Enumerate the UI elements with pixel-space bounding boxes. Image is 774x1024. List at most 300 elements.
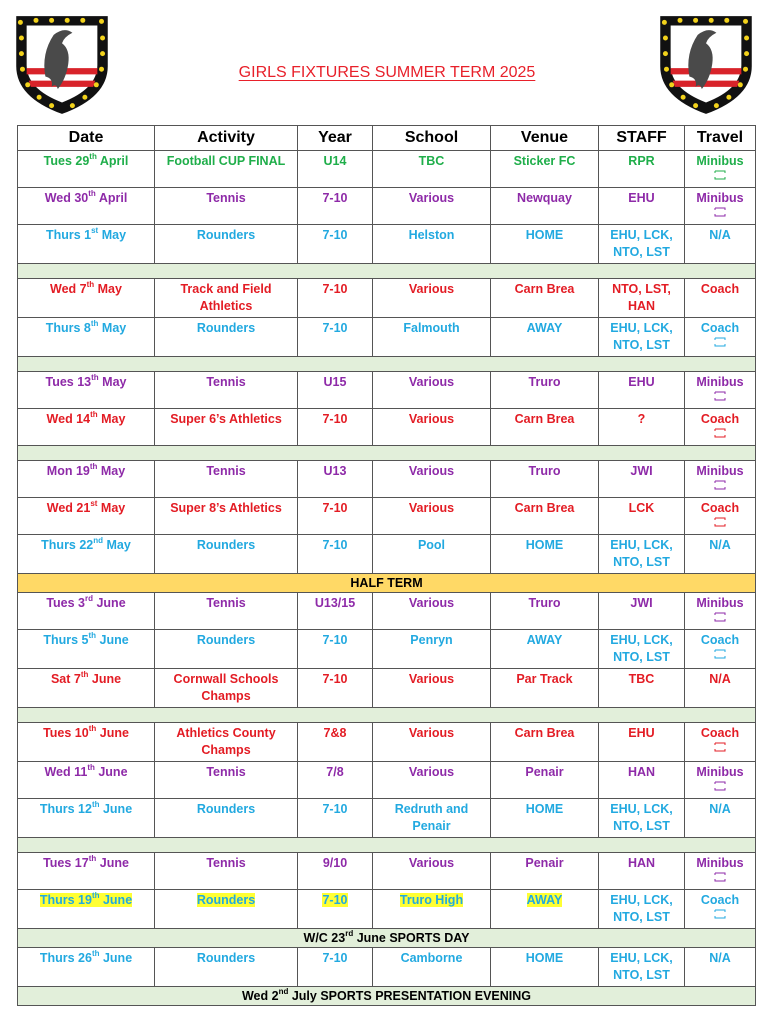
date-month: June — [96, 633, 129, 647]
venue-cell — [491, 890, 599, 929]
fixture-body — [18, 151, 756, 1006]
date-text — [44, 762, 128, 779]
activity-cell — [155, 225, 298, 264]
venue-cell-text: Carn Brea — [514, 412, 575, 426]
staff-cell-text: EHU, LCK, NTO, LST — [610, 538, 673, 569]
date-day: Tues 3 — [46, 596, 85, 610]
venue-cell-text: HOME — [525, 538, 564, 552]
event-banner-row — [18, 987, 756, 1006]
travel-cell — [685, 372, 756, 409]
travel-text: Coach — [700, 633, 740, 647]
travel-cell — [685, 461, 756, 498]
date-month: June — [99, 893, 133, 907]
date-text — [45, 372, 127, 389]
date-cell — [18, 409, 155, 446]
ordinal-suffix: th — [88, 853, 97, 863]
school-cell — [373, 188, 491, 225]
event-banner-row — [18, 929, 756, 948]
travel-cell — [685, 498, 756, 535]
staff-cell — [599, 853, 685, 890]
bus-icon — [687, 337, 753, 349]
half-term-row — [18, 574, 756, 593]
ordinal-suffix: nd — [93, 535, 104, 545]
travel-text: N/A — [709, 228, 731, 242]
date-text — [39, 948, 133, 965]
year-cell — [298, 318, 373, 357]
staff-cell — [599, 799, 685, 838]
ordinal-suffix: th — [90, 409, 98, 419]
travel-cell — [685, 762, 756, 799]
year-cell — [298, 723, 373, 762]
date-month: April — [95, 191, 128, 205]
school-cell-text: Various — [408, 672, 455, 686]
venue-cell-text: Carn Brea — [514, 282, 575, 296]
travel-text: Minibus — [696, 765, 744, 779]
fixture-row — [18, 630, 756, 669]
fixture-row — [18, 409, 756, 446]
date-text — [50, 669, 122, 686]
year-cell-text: 7/8 — [326, 765, 344, 779]
school-cell-text: Various — [408, 765, 455, 779]
date-cell — [18, 853, 155, 890]
ordinal-suffix: th — [80, 669, 89, 679]
fixture-row — [18, 762, 756, 799]
venue-cell — [491, 318, 599, 357]
ordinal-suffix: th — [88, 188, 96, 198]
staff-cell-text: EHU — [628, 191, 655, 205]
school-cell — [373, 461, 491, 498]
travel-cell — [685, 188, 756, 225]
staff-cell-text: EHU, LCK, NTO, LST — [610, 321, 673, 352]
date-cell — [18, 372, 155, 409]
date-text — [44, 188, 128, 205]
activity-cell — [155, 853, 298, 890]
separator-cell — [18, 446, 756, 461]
header-year: Year — [298, 126, 373, 151]
travel-cell — [685, 890, 756, 929]
school-cell — [373, 799, 491, 838]
date-cell — [18, 799, 155, 838]
activity-cell — [155, 762, 298, 799]
date-day: Thurs 1 — [45, 228, 92, 242]
travel-cell — [685, 799, 756, 838]
year-cell-text: 7-10 — [322, 412, 348, 426]
year-cell — [298, 593, 373, 630]
year-cell — [298, 890, 373, 929]
date-cell — [18, 723, 155, 762]
activity-cell — [155, 461, 298, 498]
date-day: Wed 7 — [50, 282, 87, 296]
staff-cell-text: EHU — [628, 375, 655, 389]
staff-cell-text: HAN — [627, 765, 656, 779]
date-cell — [18, 948, 155, 987]
year-cell — [298, 669, 373, 708]
activity-cell-text: Super 6’s Athletics — [170, 412, 282, 426]
staff-cell — [599, 409, 685, 446]
staff-cell — [599, 279, 685, 318]
staff-cell — [599, 669, 685, 708]
school-cell-text: Various — [408, 375, 455, 389]
staff-cell — [599, 535, 685, 574]
fixture-row — [18, 151, 756, 188]
year-cell-text: 7-10 — [322, 538, 348, 552]
year-cell-text: 7-10 — [322, 228, 348, 242]
activity-cell-text: Rounders — [196, 633, 256, 647]
date-month: April — [96, 154, 129, 168]
fixture-row — [18, 853, 756, 890]
travel-text: Minibus — [696, 464, 744, 478]
year-cell-text: U15 — [323, 375, 347, 389]
travel-text: N/A — [709, 951, 731, 965]
venue-cell — [491, 799, 599, 838]
travel-cell — [685, 630, 756, 669]
school-cell-text: Various — [408, 596, 455, 610]
year-cell — [298, 762, 373, 799]
activity-cell-text: Tennis — [206, 191, 246, 205]
school-cell-text: Various — [408, 856, 455, 870]
school-cell — [373, 593, 491, 630]
date-day: Wed 14 — [46, 412, 91, 426]
fixture-row — [18, 669, 756, 708]
staff-cell — [599, 498, 685, 535]
year-cell — [298, 853, 373, 890]
activity-cell-text: Cornwall Schools Champs — [173, 672, 279, 703]
school-cell — [373, 151, 491, 188]
venue-cell-text: Par Track — [516, 672, 573, 686]
school-cell-text: Truro High — [399, 893, 464, 907]
activity-cell-text: Athletics County Champs — [176, 726, 276, 757]
staff-cell — [599, 630, 685, 669]
ordinal-suffix: th — [91, 799, 100, 809]
travel-cell — [685, 318, 756, 357]
activity-cell — [155, 799, 298, 838]
school-cell — [373, 669, 491, 708]
date-day: Tues 13 — [45, 375, 92, 389]
staff-cell-text: JWI — [630, 464, 653, 478]
travel-cell — [685, 225, 756, 264]
school-cell — [373, 225, 491, 264]
date-day: Sat 7 — [50, 672, 81, 686]
banner-text: W/C 23 — [303, 931, 346, 945]
date-day: Tues 17 — [43, 856, 89, 870]
date-month: June — [99, 951, 133, 965]
travel-text: Coach — [700, 282, 740, 296]
venue-cell-text: Carn Brea — [514, 501, 575, 515]
school-cell-text: Helston — [408, 228, 455, 242]
year-cell — [298, 630, 373, 669]
travel-text: Minibus — [696, 154, 744, 168]
ordinal-suffix: th — [90, 318, 99, 328]
activity-cell-text: Football CUP FINAL — [166, 154, 286, 168]
staff-cell-text: TBC — [628, 672, 655, 686]
travel-cell — [685, 409, 756, 446]
school-cell-text: Various — [408, 191, 455, 205]
header-activity: Activity — [155, 126, 298, 151]
activity-cell — [155, 723, 298, 762]
date-text — [43, 630, 129, 647]
date-day: Tues 29 — [43, 154, 90, 168]
activity-cell — [155, 593, 298, 630]
date-cell — [18, 498, 155, 535]
staff-cell-text: EHU, LCK, NTO, LST — [610, 228, 673, 259]
activity-cell — [155, 630, 298, 669]
date-month: May — [97, 464, 126, 478]
activity-cell — [155, 188, 298, 225]
activity-cell-text: Rounders — [196, 228, 256, 242]
travel-cell — [685, 948, 756, 987]
date-day: Thurs 26 — [39, 951, 92, 965]
venue-cell-text: Truro — [528, 596, 561, 610]
school-cell-text: Various — [408, 282, 455, 296]
school-cell-text: TBC — [418, 154, 445, 168]
activity-cell-text: Tennis — [206, 856, 246, 870]
header-row — [18, 126, 756, 151]
activity-cell — [155, 279, 298, 318]
fixture-row — [18, 593, 756, 630]
date-text — [50, 279, 122, 296]
staff-cell-text: EHU, LCK, NTO, LST — [610, 802, 673, 833]
fixture-row — [18, 461, 756, 498]
fixture-row — [18, 723, 756, 762]
activity-cell — [155, 409, 298, 446]
date-month: May — [97, 412, 126, 426]
travel-cell — [685, 279, 756, 318]
ordinal-suffix: st — [91, 225, 99, 235]
activity-cell — [155, 151, 298, 188]
activity-cell — [155, 890, 298, 929]
venue-cell — [491, 498, 599, 535]
bus-icon — [687, 480, 753, 492]
date-month: June — [96, 856, 129, 870]
school-cell-text: Various — [408, 726, 455, 740]
date-cell — [18, 593, 155, 630]
venue-cell — [491, 372, 599, 409]
date-text — [46, 498, 126, 515]
year-cell — [298, 535, 373, 574]
date-day: Thurs 5 — [43, 633, 89, 647]
travel-text: Coach — [700, 893, 740, 907]
school-cell — [373, 372, 491, 409]
venue-cell-text: Truro — [528, 464, 561, 478]
date-cell — [18, 461, 155, 498]
activity-cell-text: Rounders — [196, 321, 256, 335]
header-school: School — [373, 126, 491, 151]
year-cell-text: 7-10 — [322, 802, 348, 816]
year-cell — [298, 461, 373, 498]
year-cell-text: 9/10 — [322, 856, 348, 870]
staff-cell-text: EHU, LCK, NTO, LST — [610, 951, 673, 982]
year-cell — [298, 948, 373, 987]
separator-cell — [18, 708, 756, 723]
staff-cell — [599, 461, 685, 498]
fixture-row — [18, 188, 756, 225]
venue-cell-text: Truro — [528, 375, 561, 389]
separator-row — [18, 446, 756, 461]
ordinal-suffix: st — [90, 498, 98, 508]
staff-cell — [599, 372, 685, 409]
activity-cell — [155, 318, 298, 357]
activity-cell-text: Track and Field Athletics — [180, 282, 272, 313]
ordinal-suffix: th — [88, 630, 97, 640]
travel-text: Minibus — [696, 191, 744, 205]
activity-cell-text: Rounders — [196, 951, 256, 965]
half-term-label: HALF TERM — [18, 574, 756, 593]
date-day: Thurs 22 — [41, 538, 94, 552]
staff-cell — [599, 151, 685, 188]
header-staff: STAFF — [599, 126, 685, 151]
activity-cell — [155, 372, 298, 409]
ordinal-suffix: rd — [345, 928, 354, 938]
date-month: May — [98, 375, 127, 389]
venue-cell-text: AWAY — [526, 893, 563, 907]
school-cell-text: Pool — [417, 538, 446, 552]
date-month: June — [88, 672, 122, 686]
venue-cell — [491, 409, 599, 446]
staff-cell — [599, 723, 685, 762]
header-date: Date — [18, 126, 155, 151]
date-cell — [18, 535, 155, 574]
venue-cell — [491, 762, 599, 799]
travel-text: Coach — [700, 726, 740, 740]
travel-text: N/A — [709, 538, 731, 552]
venue-cell — [491, 723, 599, 762]
school-cell-text: Redruth and Penair — [394, 802, 469, 833]
travel-text: Minibus — [696, 856, 744, 870]
venue-cell — [491, 948, 599, 987]
year-cell — [298, 188, 373, 225]
separator-cell — [18, 357, 756, 372]
school-cell — [373, 853, 491, 890]
date-month: May — [98, 321, 127, 335]
event-banner — [18, 929, 756, 948]
year-cell-text: 7-10 — [322, 501, 348, 515]
activity-cell-text: Rounders — [196, 538, 256, 552]
date-cell — [18, 318, 155, 357]
ordinal-suffix: th — [89, 461, 98, 471]
ordinal-suffix: th — [91, 890, 100, 900]
date-text — [41, 535, 131, 552]
school-cell — [373, 762, 491, 799]
date-text — [39, 890, 133, 907]
year-cell-text: 7-10 — [322, 633, 348, 647]
date-text — [46, 409, 126, 426]
date-day: Thurs 8 — [45, 321, 91, 335]
date-text — [43, 723, 129, 740]
travel-cell — [685, 535, 756, 574]
date-month: May — [97, 501, 126, 515]
school-cell — [373, 498, 491, 535]
year-cell-text: 7-10 — [322, 321, 348, 335]
page-title: GIRLS FIXTURES SUMMER TERM 2025 — [238, 64, 536, 81]
staff-cell — [599, 225, 685, 264]
travel-text: Coach — [700, 501, 740, 515]
bus-icon — [687, 781, 753, 793]
staff-cell-text: NTO, LST, HAN — [612, 282, 671, 313]
separator-cell — [18, 838, 756, 853]
date-month: June — [94, 765, 128, 779]
year-cell-text: U13/15 — [314, 596, 356, 610]
date-cell — [18, 630, 155, 669]
fixture-row — [18, 225, 756, 264]
activity-cell — [155, 948, 298, 987]
school-cell — [373, 630, 491, 669]
date-day: Tues 10 — [43, 726, 89, 740]
date-text — [45, 318, 127, 335]
school-cell-text: Penryn — [410, 633, 453, 647]
venue-cell — [491, 535, 599, 574]
date-month: May — [94, 282, 122, 296]
date-day: Wed 11 — [44, 765, 88, 779]
travel-cell — [685, 723, 756, 762]
venue-cell-text: Carn Brea — [514, 726, 575, 740]
ordinal-suffix: th — [87, 762, 95, 772]
date-month: May — [98, 228, 127, 242]
venue-cell-text: Penair — [525, 765, 564, 779]
year-cell-text: 7-10 — [322, 282, 348, 296]
venue-cell — [491, 853, 599, 890]
bus-icon — [687, 649, 753, 661]
year-cell — [298, 799, 373, 838]
bus-icon — [687, 170, 753, 182]
staff-cell-text: LCK — [628, 501, 655, 515]
travel-text: Coach — [700, 412, 740, 426]
year-cell-text: 7-10 — [322, 893, 348, 907]
ordinal-suffix: th — [91, 372, 99, 382]
school-cell-text: Camborne — [400, 951, 463, 965]
staff-cell — [599, 593, 685, 630]
fixture-row — [18, 890, 756, 929]
venue-cell-text: AWAY — [526, 633, 563, 647]
ordinal-suffix: rd — [85, 593, 93, 603]
school-cell-text: Various — [408, 412, 455, 426]
bus-icon — [687, 517, 753, 529]
venue-cell-text: HOME — [525, 802, 564, 816]
school-cell — [373, 318, 491, 357]
year-cell-text: 7-10 — [322, 951, 348, 965]
date-text — [46, 461, 126, 478]
date-day: Mon 19 — [46, 464, 90, 478]
bus-icon — [687, 742, 753, 754]
date-cell — [18, 669, 155, 708]
header-travel: Travel — [685, 126, 756, 151]
activity-cell — [155, 669, 298, 708]
travel-cell — [685, 593, 756, 630]
year-cell — [298, 151, 373, 188]
venue-cell — [491, 151, 599, 188]
school-cell — [373, 723, 491, 762]
fixture-row — [18, 948, 756, 987]
banner-text-rest: July SPORTS PRESENTATION EVENING — [288, 989, 531, 1003]
staff-cell — [599, 188, 685, 225]
activity-cell-text: Tennis — [206, 765, 246, 779]
staff-cell — [599, 890, 685, 929]
staff-cell-text: JWI — [630, 596, 653, 610]
date-day: Wed 21 — [46, 501, 91, 515]
staff-cell-text: EHU — [628, 726, 655, 740]
venue-cell-text: Sticker FC — [513, 154, 576, 168]
venue-cell-text: AWAY — [526, 321, 563, 335]
year-cell — [298, 372, 373, 409]
travel-text: Coach — [700, 321, 740, 335]
ordinal-suffix: th — [89, 151, 97, 161]
bus-icon — [687, 612, 753, 624]
date-cell — [18, 225, 155, 264]
activity-cell — [155, 535, 298, 574]
date-day: Thurs 12 — [39, 802, 92, 816]
bus-icon — [687, 207, 753, 219]
event-banner — [18, 987, 756, 1006]
ordinal-suffix: th — [88, 723, 97, 733]
